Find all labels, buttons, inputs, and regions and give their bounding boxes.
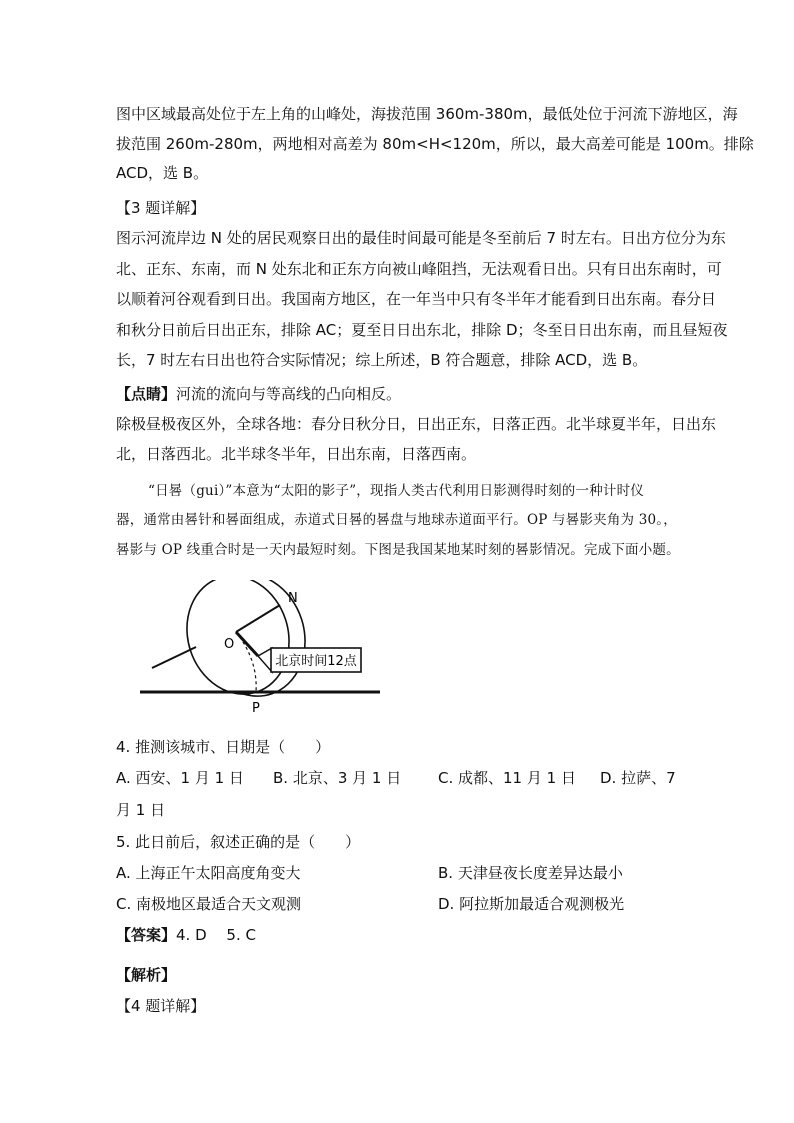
paragraph-line: 北、正东、东南，而 N 处东北和正东方向被山峰阻挡，无法观看日出。只有日出东南时，可: [116, 260, 722, 278]
tip-line: [116, 384, 401, 404]
q4-option-d: D. 拉萨、7: [600, 769, 676, 787]
paragraph-line: 北，日落西北。北半球冬半年，日出东南，日落西南。: [116, 445, 477, 463]
q5-option-c: C. 南极地区最适合天文观测: [116, 895, 302, 913]
intro-line: “日晷（gui）”本意为“太阳的影子”，现指人类古代利用日影测得时刻的一种计时仪: [148, 483, 645, 499]
q5-stem: 5. 此日前后，叙述正确的是（ ）: [116, 833, 361, 851]
tip-text: 河流的流向与等高线的凸向相反。: [176, 385, 402, 403]
label-o: O: [224, 637, 235, 652]
q4-stem: 4. 推测该城市、日期是（ ）: [116, 738, 331, 756]
label-p: P: [252, 701, 260, 715]
paragraph-line: 拔范围 260m-280m，两地相对高差为 80m<H<120m，所以，最大高差可能是 100m。排除: [116, 135, 754, 153]
q4-option-d-cont: 月 1 日: [116, 801, 166, 819]
paragraph-line: 和秋分日前后日出正东，排除 AC；夏至日日出东北，排除 D；冬至日日出东南，而且昼短夜: [116, 321, 728, 339]
callout-label: 北京时间12点: [275, 654, 357, 669]
paragraph-line: ACD，选 B。: [116, 164, 209, 182]
intro-line: 晷影与 OP 线重合时是一天内最短时刻。下图是我国某地某时刻的晷影情况。完成下面小题。: [116, 542, 680, 558]
tip-tag: 【点睛】: [116, 385, 177, 403]
intro-line: 器，通常由晷针和晷面组成，赤道式日晷的晷盘与地球赤道面平行。OP 与晷影夹角为 30。，: [116, 512, 677, 528]
analysis-heading: 【解析】: [116, 966, 177, 984]
paragraph-line: 除极昼极夜区外，全球各地：春分日秋分日，日出正东，日落正西。北半球夏半年，日出东: [116, 415, 717, 433]
paragraph-line: 图示河流岸边 N 处的居民观察日出的最佳时间最可能是冬至前后 7 时左右。日出方位分为东: [116, 229, 726, 247]
q4-option-b: B. 北京、3 月 1 日: [273, 769, 402, 787]
section-heading: 【3 题详解】: [116, 199, 206, 217]
answer-text: 4. D 5. C: [176, 926, 256, 944]
sundial-figure: [140, 580, 390, 715]
q4-option-a: A. 西安、1 月 1 日: [116, 769, 244, 787]
answer-tag: 【答案】: [116, 926, 177, 944]
answer-line: [116, 925, 256, 945]
q4-detail-heading: 【4 题详解】: [116, 997, 206, 1015]
paragraph-line: 图中区域最高处位于左上角的山峰处，海拔范围 360m-380m，最低处位于河流下游地区，海: [116, 105, 738, 123]
q5-option-d: D. 阿拉斯加最适合观测极光: [438, 895, 625, 913]
gnomon: [152, 647, 196, 668]
paragraph-line: 以顺着河谷观看到日出。我国南方地区，在一年当中只有冬半年才能看到日出东南。春分日: [116, 290, 717, 308]
paragraph-line: 长，7 时左右日出也符合实际情况；综上所述，B 符合题意，排除 ACD，选 B。: [116, 351, 648, 369]
q4-option-c: C. 成都、11 月 1 日: [438, 769, 576, 787]
q5-option-a: A. 上海正午太阳高度角变大: [116, 864, 301, 882]
q5-option-b: B. 天津昼夜长度差异达最小: [438, 864, 623, 882]
label-n: N: [288, 591, 298, 606]
